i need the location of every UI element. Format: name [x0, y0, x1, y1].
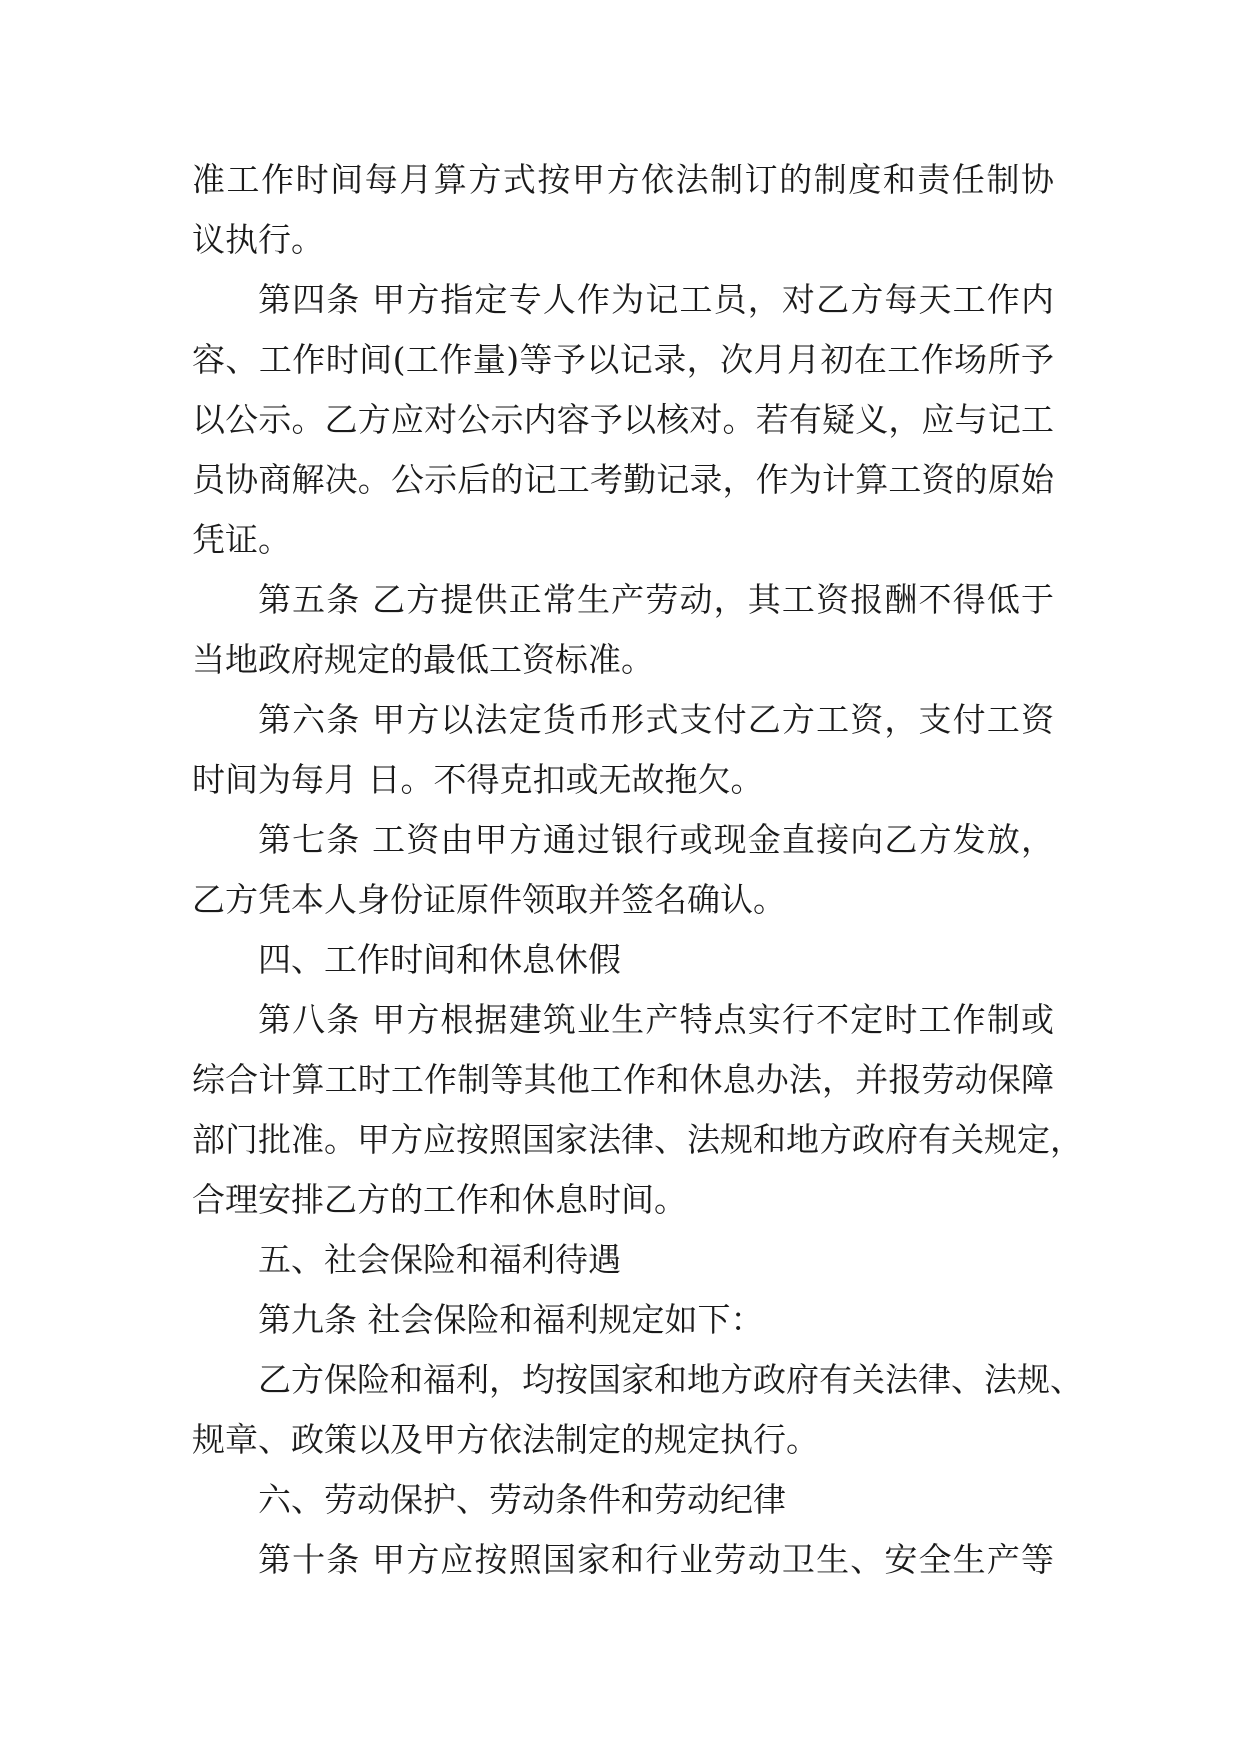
text-line: 第四条 甲方指定专人作为记工员，对乙方每天工作内 [258, 280, 1054, 319]
text-line: 乙方凭本人身份证原件领取并签名确认。 [192, 880, 786, 919]
section-heading: 四、工作时间和休息休假 [258, 940, 621, 979]
text-line: 规章、政策以及甲方依法制定的规定执行。 [192, 1420, 819, 1459]
text-line: 第六条 甲方以法定货币形式支付乙方工资，支付工资 [258, 700, 1054, 739]
text-line: 议执行。 [192, 220, 324, 259]
section-heading: 六、劳动保护、劳动条件和劳动纪律 [258, 1480, 786, 1519]
text-line: 合理安排乙方的工作和休息时间。 [192, 1180, 687, 1219]
text-line: 第十条 甲方应按照国家和行业劳动卫生、安全生产等 [258, 1540, 1054, 1579]
text-line: 部门批准。甲方应按照国家法律、法规和地方政府有关规定， [192, 1120, 1083, 1159]
text-line: 以公示。乙方应对公示内容予以核对。若有疑义，应与记工 [192, 400, 1054, 439]
text-line: 容、工作时间(工作量)等予以记录，次月月初在工作场所予 [192, 340, 1054, 379]
text-line: 当地政府规定的最低工资标准。 [192, 640, 654, 679]
section-heading: 五、社会保险和福利待遇 [258, 1240, 621, 1279]
text-line: 凭证。 [192, 520, 291, 559]
text-line: 第八条 甲方根据建筑业生产特点实行不定时工作制或 [258, 1000, 1054, 1039]
text-line: 乙方保险和福利，均按国家和地方政府有关法律、法规、 [258, 1360, 1083, 1399]
text-line: 综合计算工时工作制等其他工作和休息办法，并报劳动保障 [192, 1060, 1054, 1099]
text-line: 准工作时间每月算方式按甲方依法制订的制度和责任制协 [192, 160, 1054, 199]
text-line: 时间为每月 日。不得克扣或无故拖欠。 [192, 760, 764, 799]
text-line: 员协商解决。公示后的记工考勤记录，作为计算工资的原始 [192, 460, 1054, 499]
document-body [192, 150, 1083, 1590]
text-line: 第五条 乙方提供正常生产劳动，其工资报酬不得低于 [258, 580, 1054, 619]
text-line: 第七条 工资由甲方通过银行或现金直接向乙方发放， [258, 820, 1054, 859]
text-line: 第九条 社会保险和福利规定如下： [258, 1300, 764, 1339]
